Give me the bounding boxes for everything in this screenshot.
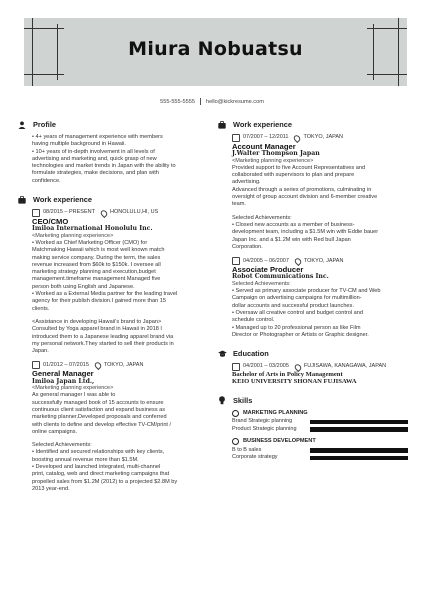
education-location: FUJISAWA, KANAGAWA, JAPAN <box>303 363 387 370</box>
job-title: General Manager <box>32 369 94 379</box>
skill-row <box>232 447 408 455</box>
skill-bar-fill <box>310 456 408 461</box>
skill-row <box>232 454 408 462</box>
job-entry <box>32 209 211 355</box>
job-title: Account Manager <box>232 142 296 151</box>
text-line: Selected Achievements: <box>32 442 92 449</box>
calendar-icon <box>232 257 240 265</box>
job-dates: 04/2005 – 06/2007 <box>243 257 289 264</box>
job-title: CEO/CMO <box>32 217 69 227</box>
text-line: print, catalog, web and direct marketing campaigns that <box>32 471 170 478</box>
job-dates: 07/2007 – 12/2011 <box>243 134 289 141</box>
left-job-list <box>18 209 211 493</box>
person-icon <box>18 121 26 129</box>
job-subheading: Selected Achievements: <box>232 280 291 287</box>
skill-bar-track <box>310 448 408 453</box>
job-dates: 01/2012 – 07/2015 <box>43 361 89 368</box>
skill-bar-fill <box>310 427 408 432</box>
text-line: my personal network.They started to sell their products in <box>32 340 174 347</box>
text-line: • Oversaw all creative control and budget control and <box>232 309 363 316</box>
frame-line <box>24 28 64 29</box>
text-line: with clients to define and develop effective TV-CM/print / <box>32 421 172 428</box>
text-line: • Served as primary associate producer for TV-CM and Web <box>232 288 381 295</box>
text-line: introduced them to a Japanese leading apparel brand via <box>32 333 174 340</box>
skill-bar-track <box>310 420 408 425</box>
company-name: Imiloa International Honolulu Inc. <box>32 225 153 233</box>
skills-heading: Skills <box>218 396 408 405</box>
skill-category <box>232 410 408 417</box>
skills-list <box>218 410 408 462</box>
text-line: • Closed new accounts as a member of business- <box>232 221 355 228</box>
company-name: Imiloa Japan Ltd., <box>32 377 95 385</box>
text-line: Campaign on advertising campaigns for multimillion- <box>232 295 362 302</box>
text-line: continuous client satisfaction and expand business as <box>32 406 166 413</box>
work-experience-heading: Work experience <box>218 120 408 129</box>
text-line: schedule control. <box>232 317 275 324</box>
skill-label: Corporate strategy <box>232 454 278 461</box>
text-line: Provided support to five Account Representatives and <box>232 164 366 171</box>
text-line: management.timeframe management Managed five <box>32 276 161 283</box>
text-line: Consulted by Yoga apparel brand in Hawaii in 2018 I <box>32 326 162 333</box>
education-heading: Education <box>218 349 408 358</box>
text-line: person both using English and Japanese. <box>32 283 135 290</box>
job-meta <box>232 257 408 265</box>
skill-label: B to B sales <box>232 446 262 453</box>
text-line: development team, including a $1.5M win with Eddie bauer <box>232 229 379 236</box>
skill-bar-fill <box>310 448 408 453</box>
briefcase-icon <box>18 196 26 204</box>
text-line: • Worked as Chief Marketing Officer (CMO) for <box>32 239 148 246</box>
text-line: Advanced through a series of promotions, culminating in <box>232 186 372 193</box>
header-banner <box>24 18 407 86</box>
skill-bar-track <box>310 427 408 432</box>
text-line: team. <box>232 201 246 208</box>
job-subheading: <Marketing planning experience> <box>232 157 314 164</box>
text-line: 2013 year-end. <box>32 485 70 492</box>
text-line: advertising and marketing and, quick grasp of new <box>32 155 157 162</box>
skill-row <box>232 426 408 434</box>
education-entry <box>218 363 408 386</box>
text-line: making service company. During the term, the sales <box>32 254 161 261</box>
job-location: TOKYO, JAPAN <box>303 257 344 264</box>
candidate-name: Miura Nobuatsu <box>128 38 303 60</box>
skill-label: Product Strategic planning <box>232 425 297 432</box>
text-line: Selected Achievements: <box>232 214 292 221</box>
job-meta <box>32 361 211 369</box>
job-entry <box>232 257 408 339</box>
text-line: confidence. <box>32 177 61 184</box>
job-entry <box>232 134 408 251</box>
skill-bar-track <box>310 456 408 461</box>
phone-number[interactable]: 555-555-5555 <box>160 98 195 105</box>
left-column <box>18 120 211 493</box>
text-line: Matchmaking Hawaii which is most well known match <box>32 247 165 254</box>
circle-icon <box>232 438 239 445</box>
calendar-icon <box>232 134 240 142</box>
text-line: formulate strategies, make decisions, and plan with <box>32 170 159 177</box>
text-line: technologies and market trends in Japan with the ability to <box>32 163 176 170</box>
email-address[interactable]: hello@kickresume.com <box>205 98 264 105</box>
job-location: HONOLULU,HI, US <box>109 209 159 216</box>
text-line: • 10+ years of in-depth involvement in all levels of <box>32 148 155 155</box>
text-line: marketing strategy planning and execution,budget <box>32 269 156 276</box>
text-line: revenue increased from $60k to $150k. I oversee all <box>32 261 161 268</box>
right-job-list <box>218 134 408 339</box>
location-pin-icon <box>93 361 102 370</box>
text-line: successfully managed book of 15 accounts to ensure <box>32 399 164 406</box>
company-name: J.Walter Thompson Japan <box>232 150 320 158</box>
calendar-icon <box>232 363 240 371</box>
contact-separator <box>200 98 201 105</box>
text-line: • 4+ years of management experience with members <box>32 134 163 140</box>
job-title: Associate Producer <box>232 265 304 275</box>
text-line: oversight of group account division and 6-member creative <box>232 194 378 201</box>
text-line: propelled sales from $1.2M (2012) to a projected $2.8M by <box>32 478 178 485</box>
job-location: TOKYO, JAPAN <box>303 134 344 141</box>
profile-heading: Profile <box>18 120 211 129</box>
text-line: Corporation. <box>232 243 263 250</box>
education-dates: 04/2001 – 03/2005 <box>243 363 289 370</box>
skill-category <box>232 438 408 445</box>
skill-row <box>232 418 408 426</box>
profile-text <box>18 134 211 185</box>
circle-icon <box>232 410 239 417</box>
text-line: Director or Photographer or Artists or Graphic designer. <box>232 331 369 338</box>
job-entry <box>32 361 211 493</box>
job-subheading: <Marketing planning experience> <box>32 232 114 239</box>
job-meta <box>32 209 211 217</box>
graduation-cap-icon <box>218 350 226 358</box>
skill-bar-fill <box>310 420 408 425</box>
frame-line <box>24 74 64 75</box>
text-line: As general manager I was able to <box>32 392 116 399</box>
job-subheading: <Marketing planning experience> <box>32 385 114 392</box>
text-line: Japan Inc. and a $1.2M win with Red bull Japan <box>232 236 351 243</box>
work-experience-heading: Work experience <box>18 195 211 204</box>
school: KEIO UNIVERSITY SHONAN FUJISAWA <box>232 378 357 386</box>
text-line: • Identified and secured relationships with key clients, <box>32 449 165 456</box>
degree: Bachelor of Arts in Policy Management <box>232 371 343 379</box>
job-meta <box>232 134 408 142</box>
company-name: Robot Communications Inc. <box>232 273 329 281</box>
text-line: • Managed up to 20 professional person as like Film <box>232 324 361 331</box>
text-line: online campaigns. <box>32 428 78 435</box>
briefcase-icon <box>218 121 226 129</box>
text-line: agency for their publish division.I gained more than 15 <box>32 298 167 305</box>
text-line: Japan. <box>32 348 49 355</box>
lightbulb-icon <box>218 396 226 404</box>
text-line: clients. <box>32 305 50 312</box>
text-line: advertising. <box>232 179 261 186</box>
text-line: • Developed and launched integrated, multi-channel <box>32 463 161 470</box>
text-line: boosting annual revenue more than $1.5M. <box>32 456 139 463</box>
education-meta <box>232 363 408 371</box>
skill-label: Brand Strategic planning <box>232 418 293 425</box>
job-dates: 08/2015 – PRESENT <box>43 209 95 216</box>
skill-category-name: BUSINESS DEVELOPMENT <box>243 438 316 445</box>
text-line: dollar accounts and successful product launches. <box>232 302 354 309</box>
calendar-icon <box>32 209 40 217</box>
text-line: collaborated with supervisors to plan and prepare <box>232 172 355 179</box>
calendar-icon <box>32 361 40 369</box>
contact-line <box>0 98 424 105</box>
text-line: having multiple background in Hawaii. <box>32 141 126 148</box>
text-line: marketing planner.Developed proposals and conferred <box>32 414 167 421</box>
location-pin-icon <box>99 208 108 217</box>
right-column <box>218 120 408 462</box>
text-line: <Assistance in developing Hawaii’s brand to Japan> <box>32 318 162 325</box>
job-location: TOKYO, JAPAN <box>103 361 144 368</box>
skill-category-name: MARKETING PLANNING <box>243 409 308 416</box>
text-line: • Worked as a External Media partner for the leading travel <box>32 291 178 298</box>
